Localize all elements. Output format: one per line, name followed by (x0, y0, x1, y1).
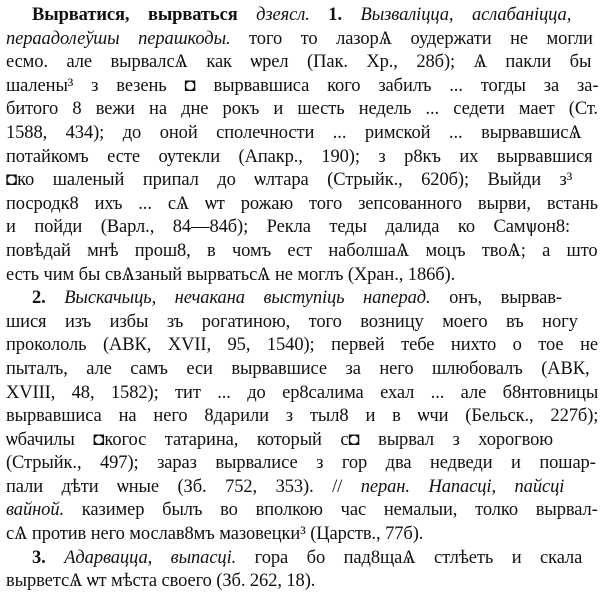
definition-text: вайной. (6, 500, 65, 521)
headword-text: Вырватися, вырваться (32, 5, 238, 25)
entry-line (6, 4, 603, 28)
citation-text: ◘ко шаленый припал до ѡлтара (Стрыйк., 620б); Выйди з³ (6, 170, 573, 191)
citation-text (46, 548, 65, 568)
citation-text (238, 5, 257, 25)
citation-text: повѣдай мнѣ прош8, в чомъ ест наболшаѦ моцъ твоѦ; а што (6, 240, 598, 261)
definition-text: перан. (360, 476, 410, 497)
definition-text: Выскачыць, нечакана выступіць наперад. (64, 288, 431, 309)
entry-line (6, 51, 598, 75)
entry-line (6, 334, 598, 358)
entry-line (6, 28, 598, 52)
citation-text: шалены³ з везень ◘ вырвавшиса кого забилъ ... тогды за за- (6, 75, 598, 96)
definition-text: пераадолеўшы перашкоды. (6, 28, 231, 49)
citation-text: есмо. але вырвалсѦ как ѡрел (Пак. Хр., 28б); Ѧ пакли бы (6, 52, 592, 73)
citation-text: пыталъ, але самъ еси вырвавшисе за него шлюбовалъ (АВК, (6, 358, 590, 379)
entry-line (6, 547, 603, 571)
entry-line (6, 240, 598, 264)
citation-text: вырветсѦ ѡт мѣста своего (Зб. 262, 18). (6, 571, 316, 592)
entry-line (6, 122, 598, 146)
citation-text: и пойди (Варл., 84—84б); Рекла теды далида ко Самѱон8: (6, 217, 571, 238)
headword-text: 3. (32, 547, 46, 568)
entry-line (6, 193, 598, 217)
citation-text: вырвавшиса на него 8дарили з тыл8 и в ѡчи (Бельск., 227б); (6, 406, 598, 427)
entry-line (6, 216, 598, 240)
citation-text: потайкомъ есте оутекли (Апакр., 190); з р8къ их вырвавшися (6, 146, 593, 167)
entry-line (6, 311, 598, 335)
entry-line (6, 146, 598, 170)
entry-line (6, 169, 598, 193)
citation-text: казимер былъ во вполкою час немалыи, толко вырвал- (64, 500, 598, 521)
entry-line (6, 452, 598, 476)
entry-line (6, 405, 598, 429)
citation-text: ѡбачилы ◘когос татарина, который с◘ вырвал з хорогвою (6, 429, 554, 450)
headword-text: 1. (328, 5, 342, 25)
entry-line (6, 570, 598, 594)
entry-line (6, 382, 598, 406)
citation-text: того то лазорѦ оудержати не могли (230, 28, 593, 49)
citation-text: битого 8 вежи на дне рокъ и шесть недель ... седети мает (Ст. (6, 99, 598, 120)
citation-text: шися изъ избы зъ рогатиною, того возницу моего въ ногу (6, 311, 578, 332)
dictionary-entry (6, 4, 598, 594)
headword-text: 2. (32, 288, 46, 309)
entry-line (6, 98, 598, 122)
citation-text: посродк8 ихъ ... сѦ ѡт рожаю того зепсованного вырви, встань (6, 193, 598, 214)
entry-line (6, 287, 603, 311)
citation-text: XVIII, 48, 1582); тит ... до ер8салима ехал ... але б8нтовницы (6, 382, 598, 403)
citation-text (310, 5, 329, 25)
entry-line (6, 429, 598, 453)
entry-line (6, 499, 598, 523)
citation-text: гора бо пад8щаѦ стлѣеть и скала (236, 547, 583, 568)
definition-text: Вызваліцца, аслабаніцца, (360, 5, 572, 25)
citation-text: 1588, 434); до оной сполечности ... римской ... вырвавшисѦ (6, 122, 582, 143)
citation-text: (Стрыйк., 497); зараз вырвалисе з гор два недведи и пошар- (6, 453, 596, 474)
citation-text: пали дѣти ѡные (Зб. 752, 353). // (6, 476, 361, 497)
citation-text (410, 477, 429, 497)
entry-line (6, 358, 598, 382)
entry-line (6, 523, 598, 547)
entry-line (6, 476, 598, 500)
citation-text (46, 288, 65, 308)
definition-text: Напасці, пайсці (428, 476, 565, 497)
citation-text: сѦ против него мослав8мъ мазовецки³ (Царств., 77б). (6, 524, 424, 545)
entry-line (6, 75, 598, 99)
definition-text: дзеясл. (256, 5, 310, 25)
citation-text: прокололь (АВК, XVII, 95, 1540); первей тебе нихто о тое не (6, 335, 598, 356)
citation-text: есть чим бы свѦзаный вырватьсѦ не моглъ (Хран., 186б). (6, 264, 456, 285)
entry-line (6, 264, 598, 288)
definition-text: Адарвацца, выпасці. (64, 547, 237, 568)
citation-text (342, 5, 361, 25)
citation-text: онъ, вырвав- (430, 288, 562, 309)
